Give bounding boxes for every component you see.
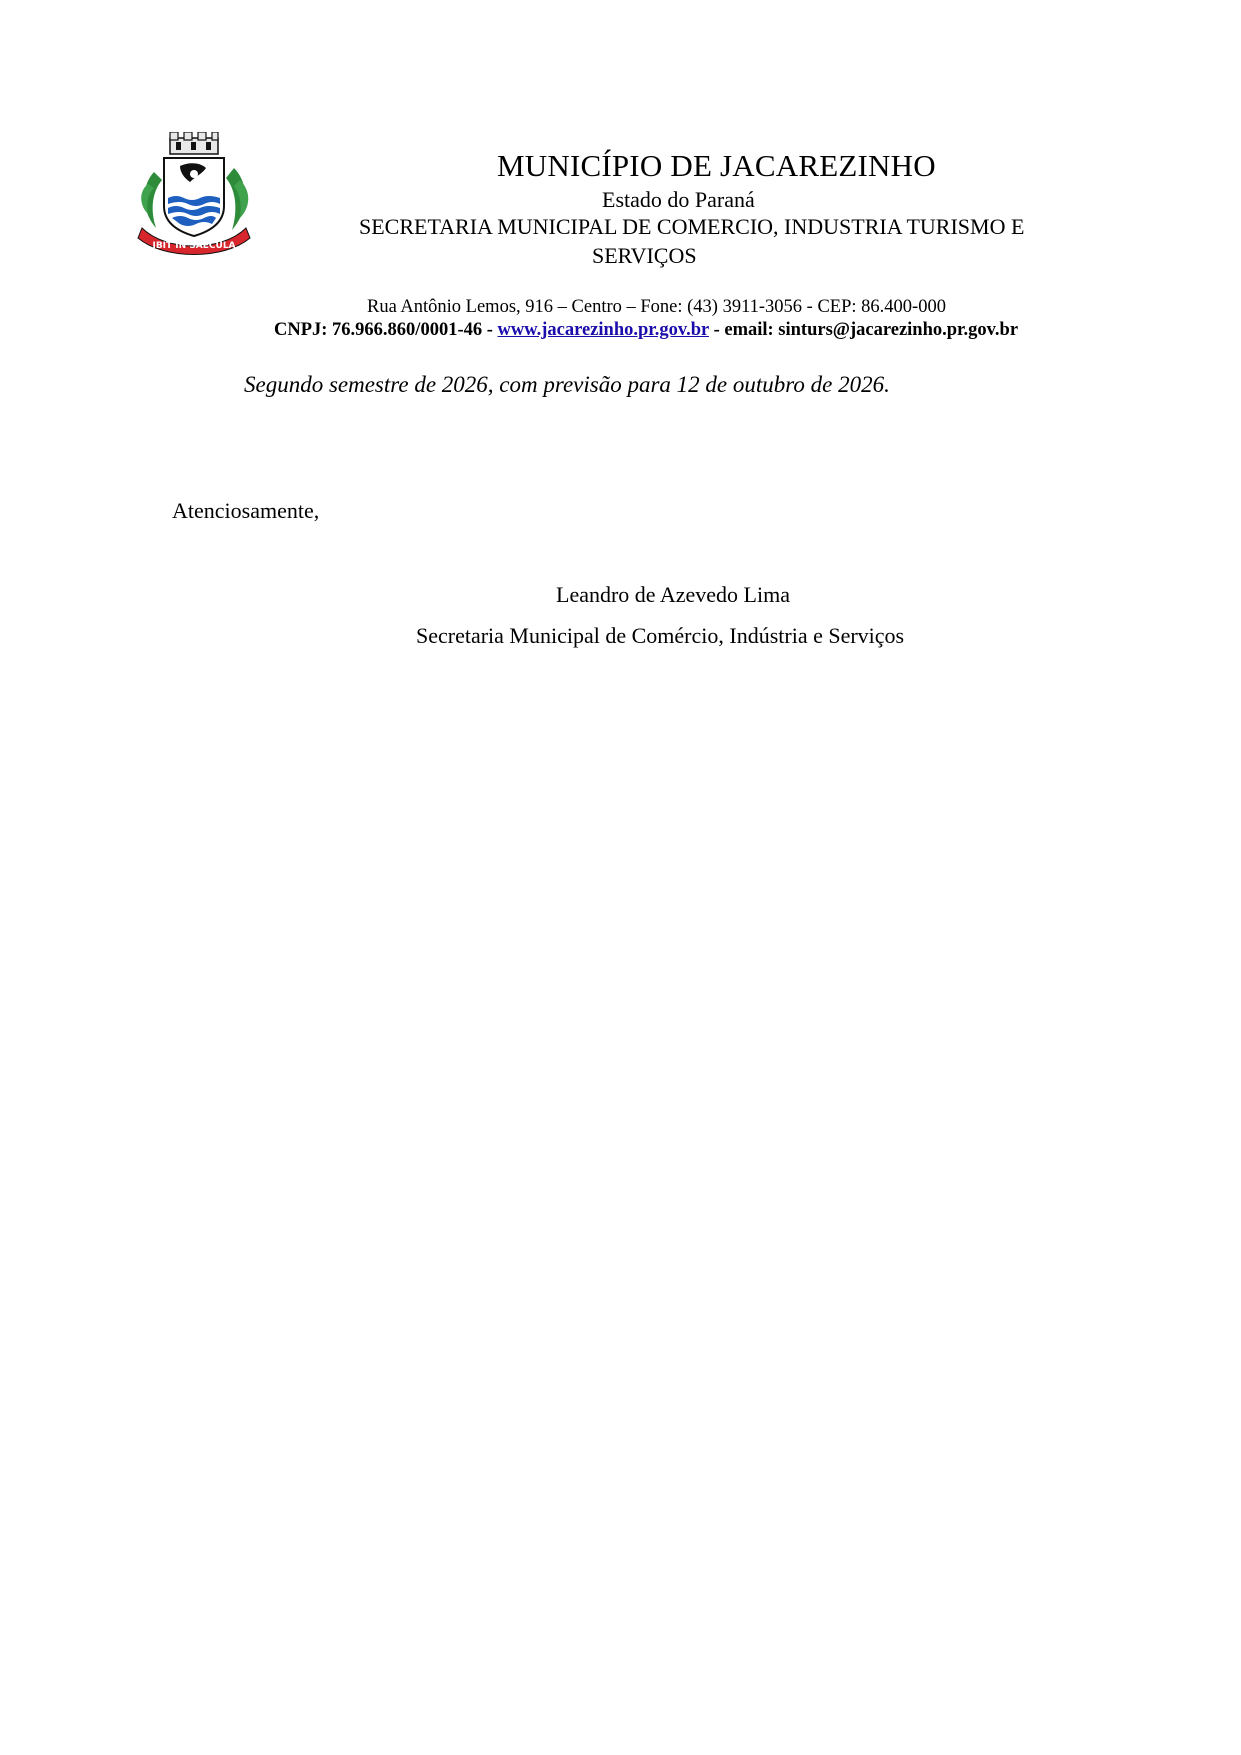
- coat-of-arms-icon: [136, 132, 252, 258]
- email-text: email: sinturs@jacarezinho.pr.gov.br: [724, 320, 1019, 340]
- signature-role: Secretaria Municipal de Comércio, Indústria e Serviços: [416, 623, 905, 648]
- closing-text: Atenciosamente,: [172, 498, 320, 523]
- secretariat-name-line2: SERVIÇOS: [592, 243, 697, 268]
- cnpj-text: CNPJ: 76.966.860/0001-46: [274, 320, 483, 340]
- state-name: Estado do Paraná: [602, 187, 755, 212]
- signature-name: Leandro de Azevedo Lima: [556, 582, 790, 607]
- website-link[interactable]: www.jacarezinho.pr.gov.br: [497, 320, 709, 340]
- address-line: Rua Antônio Lemos, 916 – Centro – Fone: (43) 3911-3056 - CEP: 86.400-000: [367, 297, 946, 317]
- separator: -: [482, 320, 498, 340]
- schedule-text: Segundo semestre de 2026, com previsão para 12 de outubro de 2026.: [244, 372, 890, 397]
- separator: -: [708, 320, 725, 340]
- svg-text:IBIT IN SAECULA: IBIT IN SAECULA: [152, 241, 236, 251]
- contact-line: [274, 320, 1018, 341]
- municipality-title: MUNICÍPIO DE JACAREZINHO: [497, 148, 936, 183]
- secretariat-name-line1: SECRETARIA MUNICIPAL DE COMERCIO, INDUSTRIA TURISMO E: [359, 214, 1025, 239]
